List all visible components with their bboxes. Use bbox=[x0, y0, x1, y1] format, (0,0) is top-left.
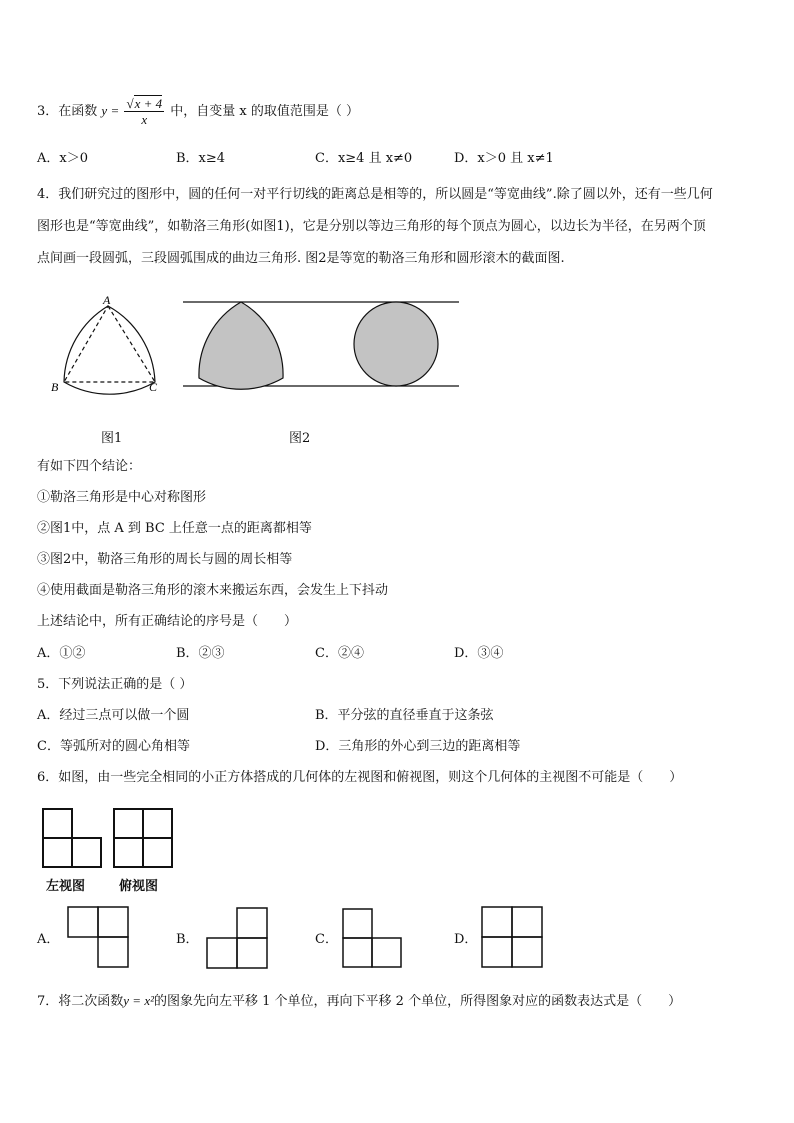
q4-conclusion-2: ②图1中，点 A 到 BC 上任意一点的距离都相等 bbox=[37, 521, 312, 536]
q3-stem bbox=[37, 96, 359, 127]
reuleaux-outline bbox=[64, 306, 155, 394]
q5-option-d[interactable]: D．三角形的外心到三边的距离相等 bbox=[315, 739, 521, 754]
q3-option-d[interactable]: D．x＞0 且 x≠1 bbox=[454, 151, 554, 166]
circle-roller bbox=[354, 302, 438, 386]
top-view-figure bbox=[113, 808, 175, 870]
q3-option-c[interactable]: C．x≥4 且 x≠0 bbox=[315, 151, 413, 166]
q7-stem-a: 7．将二次函数 bbox=[37, 994, 124, 1009]
top-view-cell-4 bbox=[143, 838, 172, 867]
q4-para-line-1: 4．我们研究过的图形中，圆的任何一对平行切线的距离总是相等的，所以圆是“等宽曲线”.除了圆以外，还有一些几何 bbox=[37, 187, 713, 202]
reuleaux-roller bbox=[199, 302, 283, 389]
q6-option-c-figure[interactable] bbox=[342, 907, 406, 971]
q6-option-a-figure[interactable] bbox=[67, 904, 131, 968]
q4-option-d[interactable]: D．③④ bbox=[454, 646, 504, 661]
inner-triangle-dashed bbox=[64, 306, 155, 382]
q4-ask: 上述结论中，所有正确结论的序号是（ ） bbox=[37, 614, 298, 629]
q5-option-b[interactable]: B．平分弦的直径垂直于这条弦 bbox=[315, 708, 494, 723]
q6-option-a-label[interactable]: A． bbox=[37, 932, 60, 947]
q7-stem-b: 的图象先向左平移 1 个单位，再向下平移 2 个单位，所得图象对应的函数表达式是（ ） bbox=[154, 994, 682, 1009]
top-view-label: 俯视图 bbox=[119, 879, 159, 894]
q5-option-a[interactable]: A．经过三点可以做一个圆 bbox=[37, 708, 190, 723]
q6-option-d-label[interactable]: D． bbox=[454, 932, 478, 947]
left-view-cell-top bbox=[43, 809, 72, 838]
q4-conclusion-1: ①勒洛三角形是中心对称图形 bbox=[37, 490, 207, 505]
q3-fraction bbox=[124, 96, 164, 127]
left-view-figure bbox=[42, 808, 104, 870]
q6-stem: 6．如图，由一些完全相同的小正方体搭成的几何体的左视图和俯视图，则这个几何体的主视图不可能是（ ） bbox=[37, 770, 683, 785]
left-view-cell-bottom-right bbox=[72, 838, 101, 867]
q5-option-c[interactable]: C．等弧所对的圆心角相等 bbox=[37, 739, 190, 754]
q4-intro: 有如下四个结论： bbox=[37, 459, 142, 474]
figure-2-caption: 图2 bbox=[289, 431, 311, 446]
q3-func-lhs: y = bbox=[101, 103, 123, 118]
top-view-cell-3 bbox=[114, 838, 143, 867]
vertex-label-b: B bbox=[51, 380, 59, 394]
q6-option-d-figure[interactable] bbox=[481, 905, 545, 969]
q4-conclusion-4: ④使用截面是勒洛三角形的滚木来搬运东西，会发生上下抖动 bbox=[37, 583, 389, 598]
q4-option-c[interactable]: C．②④ bbox=[315, 646, 364, 661]
q3-fraction-numerator: √x + 4 bbox=[126, 96, 163, 111]
q3-prefix: 3．在函数 bbox=[37, 104, 98, 119]
q6-option-b-label[interactable]: B． bbox=[176, 932, 199, 947]
figure-1-reuleaux-triangle bbox=[45, 292, 175, 402]
vertex-label-a: A bbox=[103, 293, 111, 307]
q3-sqrt-radicand: x + 4 bbox=[134, 96, 163, 111]
q4-para-line-3: 点间画一段圆弧，三段圆弧围成的曲边三角形. 图2是等宽的勒洛三角形和圆形滚木的截面图. bbox=[37, 251, 565, 266]
top-view-cell-1 bbox=[114, 809, 143, 838]
q4-para-line-2: 图形也是“等宽曲线”，如勒洛三角形(如图1)，它是分别以等边三角形的每个顶点为圆心，以边长为半径，在另两个顶 bbox=[37, 219, 706, 234]
q3-option-b[interactable]: B．x≥4 bbox=[176, 151, 226, 166]
left-view-label: 左视图 bbox=[46, 879, 86, 894]
q3-suffix: 中，自变量 x 的取值范围是（ ） bbox=[170, 104, 360, 119]
figure-1-caption: 图1 bbox=[101, 431, 123, 446]
q7-func: y = x² bbox=[123, 993, 154, 1008]
q4-option-a[interactable]: A．①② bbox=[37, 646, 86, 661]
q4-conclusion-3: ③图2中，勒洛三角形的周长与圆的周长相等 bbox=[37, 552, 293, 567]
figure-2-rollers bbox=[183, 299, 463, 389]
left-view-cell-bottom-left bbox=[43, 838, 72, 867]
q4-option-b[interactable]: B．②③ bbox=[176, 646, 225, 661]
q6-option-b-figure[interactable] bbox=[206, 906, 270, 970]
q3-fraction-denominator: x bbox=[141, 112, 148, 127]
q3-option-a[interactable]: A．x＞0 bbox=[37, 151, 88, 166]
q7-stem bbox=[37, 993, 681, 1010]
q5-stem: 5．下列说法正确的是（ ） bbox=[37, 677, 193, 692]
q6-option-c-label[interactable]: C． bbox=[315, 932, 338, 947]
vertex-label-c: C bbox=[149, 380, 158, 394]
top-view-cell-2 bbox=[143, 809, 172, 838]
